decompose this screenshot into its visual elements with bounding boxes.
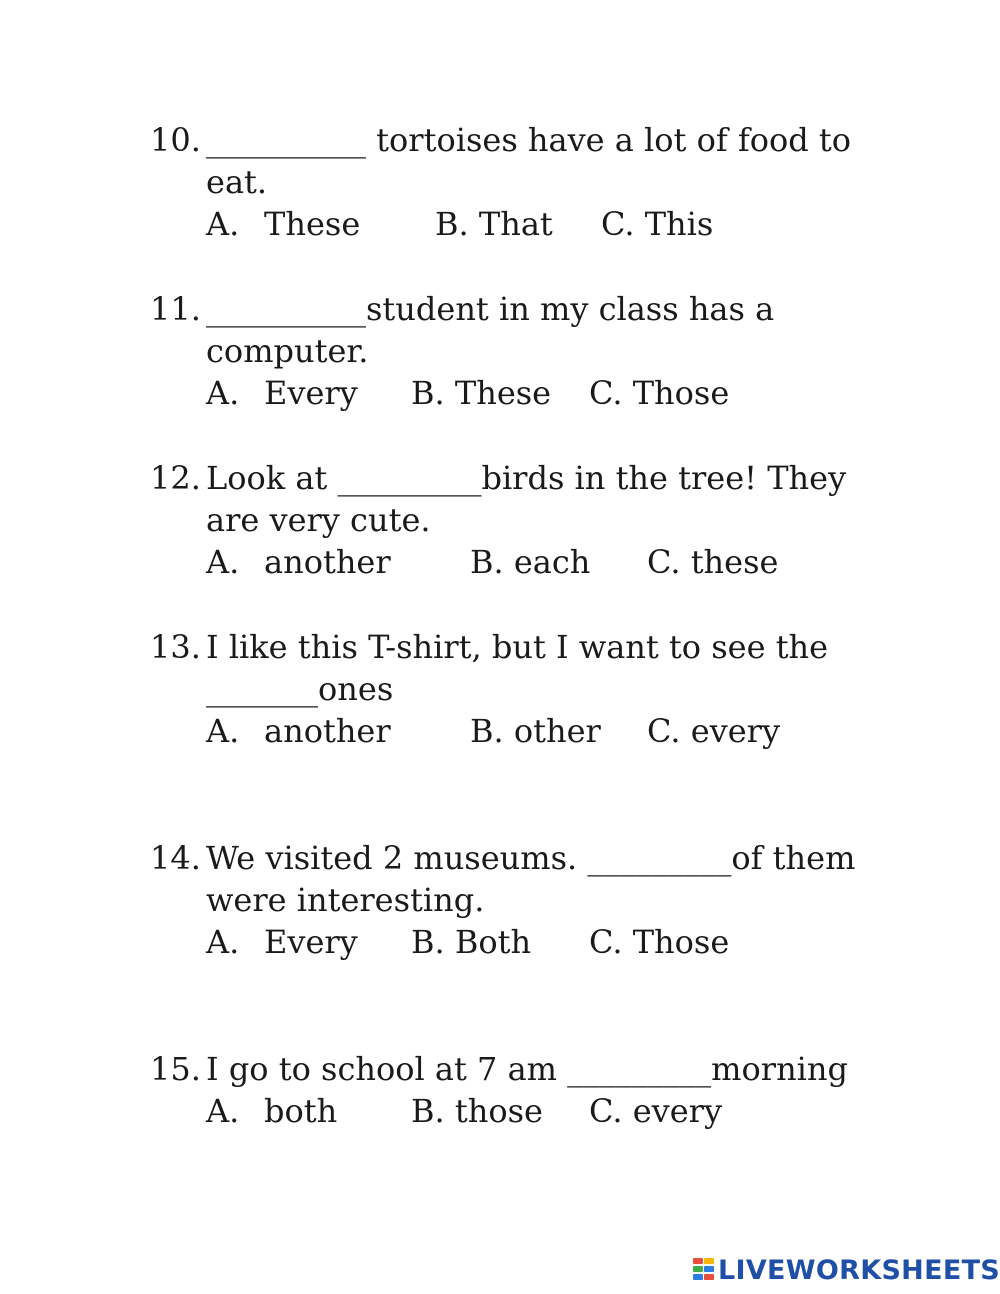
answer-options [150, 541, 910, 583]
option-letter: C. [589, 1092, 623, 1130]
option-letter: B. [470, 543, 504, 581]
option-text: every [690, 712, 781, 750]
answer-options [150, 710, 910, 752]
option-b[interactable] [435, 203, 553, 245]
question-13 [150, 626, 910, 752]
question-number: 12. [150, 459, 201, 497]
option-c[interactable] [589, 921, 729, 963]
option-text: Every [264, 374, 358, 412]
answer-options [150, 372, 910, 414]
option-b[interactable] [470, 541, 590, 583]
question-text: are very cute. [206, 501, 431, 539]
liveworksheets-logo [693, 1253, 1000, 1287]
option-b[interactable] [411, 1090, 543, 1132]
option-text: These [264, 205, 361, 243]
option-letter: B. [411, 923, 445, 961]
option-letter: A. [206, 374, 240, 412]
question-number: 10. [150, 121, 201, 159]
option-a[interactable] [206, 1090, 337, 1132]
option-a[interactable] [206, 541, 391, 583]
question-text: were interesting. [206, 881, 485, 919]
option-letter: C. [589, 923, 623, 961]
question-text: computer. [206, 332, 369, 370]
option-letter: A. [206, 543, 240, 581]
question-number: 14. [150, 839, 201, 877]
option-b[interactable] [411, 921, 531, 963]
option-letter: C. [647, 712, 681, 750]
option-a[interactable] [206, 710, 391, 752]
option-letter: B. [435, 205, 469, 243]
question-text: I like this T-shirt, but I want to see the [206, 628, 829, 666]
question-15 [150, 1048, 910, 1132]
option-a[interactable] [206, 203, 360, 245]
option-text: Those [632, 923, 730, 961]
question-line [150, 330, 910, 372]
option-text: another [264, 543, 391, 581]
option-letter: A. [206, 205, 240, 243]
question-11 [150, 288, 910, 414]
question-14 [150, 837, 910, 963]
question-line [150, 668, 910, 710]
option-text: other [513, 712, 601, 750]
option-letter: B. [411, 1092, 445, 1130]
question-text: _______ones [206, 670, 394, 708]
option-text: those [454, 1092, 543, 1130]
option-text: every [632, 1092, 723, 1130]
option-letter: B. [470, 712, 504, 750]
question-line [150, 457, 910, 499]
question-text: Look at _________birds in the tree! They [206, 459, 847, 497]
answer-options [150, 921, 910, 963]
question-number: 15. [150, 1050, 201, 1088]
option-text: another [264, 712, 391, 750]
option-letter: A. [206, 1092, 240, 1130]
option-a[interactable] [206, 921, 358, 963]
option-c[interactable] [589, 1090, 722, 1132]
option-letter: C. [601, 205, 635, 243]
option-letter: B. [411, 374, 445, 412]
question-text: I go to school at 7 am _________morning [206, 1050, 848, 1088]
question-line [150, 499, 910, 541]
question-line [150, 879, 910, 921]
option-text: each [513, 543, 591, 581]
question-line [150, 161, 910, 203]
question-line [150, 626, 910, 668]
question-number: 13. [150, 628, 201, 666]
option-c[interactable] [647, 541, 778, 583]
question-text: We visited 2 museums. _________of them [206, 839, 856, 877]
question-line [150, 837, 910, 879]
option-text: both [264, 1092, 338, 1130]
question-10 [150, 119, 910, 245]
option-text: This [644, 205, 714, 243]
option-letter: A. [206, 923, 240, 961]
option-text: Both [454, 923, 532, 961]
question-text: __________ tortoises have a lot of food to [206, 121, 851, 159]
brand-name: LIVEWORKSHEETS [718, 1254, 1000, 1286]
option-text: Those [632, 374, 730, 412]
option-text: Every [264, 923, 358, 961]
liveworksheets-mark-icon [693, 1256, 715, 1284]
option-letter: C. [589, 374, 623, 412]
option-c[interactable] [589, 372, 729, 414]
question-12 [150, 457, 910, 583]
answer-options [150, 1090, 910, 1132]
option-b[interactable] [470, 710, 601, 752]
option-c[interactable] [647, 710, 780, 752]
option-letter: C. [647, 543, 681, 581]
option-b[interactable] [411, 372, 551, 414]
option-text: these [690, 543, 779, 581]
option-c[interactable] [601, 203, 713, 245]
option-text: That [478, 205, 553, 243]
option-text: These [454, 374, 552, 412]
question-number: 11. [150, 290, 201, 328]
question-text: __________student in my class has a [206, 290, 775, 328]
option-letter: A. [206, 712, 240, 750]
question-line [150, 288, 910, 330]
question-line [150, 1048, 910, 1090]
answer-options [150, 203, 910, 245]
question-text: eat. [206, 163, 268, 201]
question-line [150, 119, 910, 161]
option-a[interactable] [206, 372, 358, 414]
